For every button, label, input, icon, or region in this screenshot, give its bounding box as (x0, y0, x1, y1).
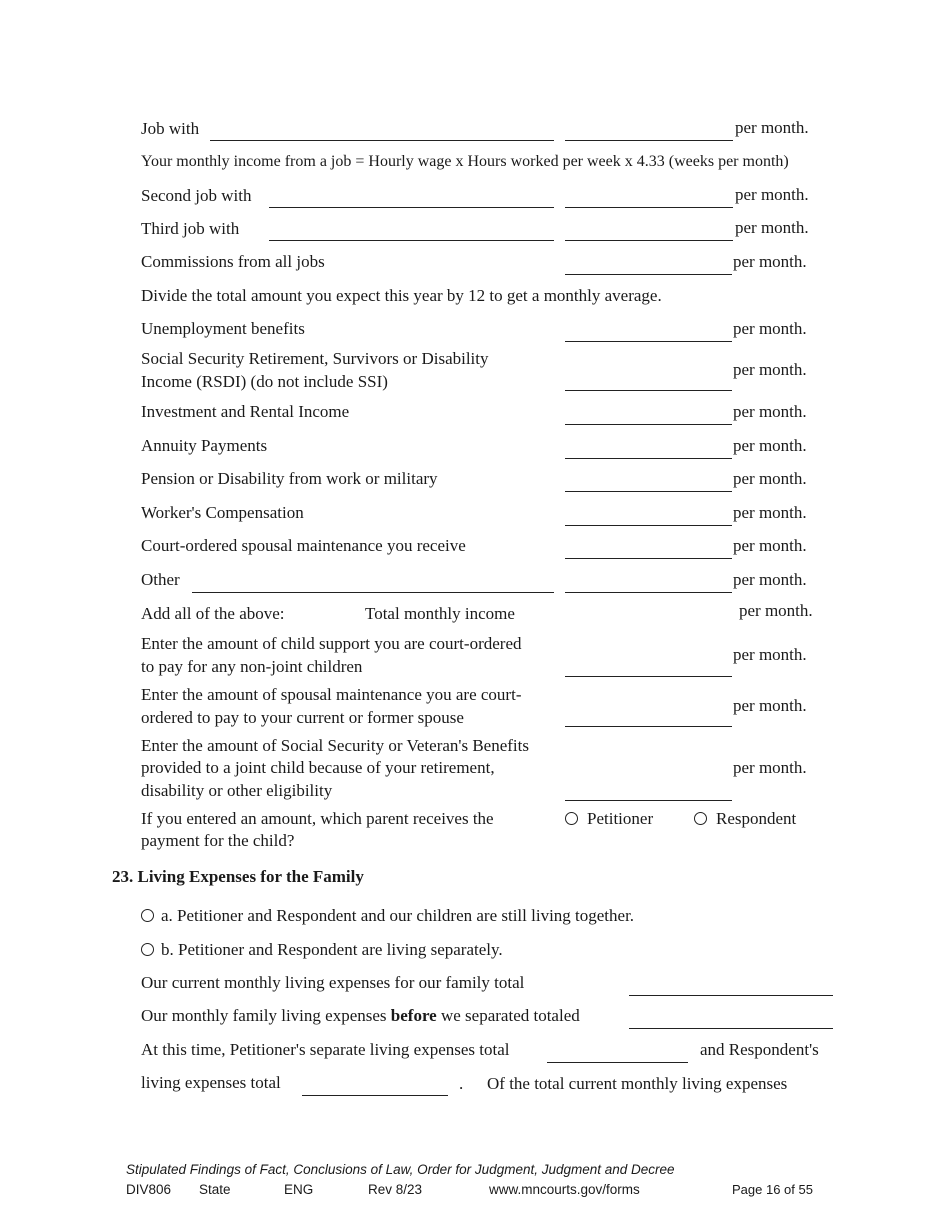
per-month-label: per month. (733, 469, 807, 488)
option-a-radio[interactable] (141, 909, 154, 922)
petitioner-radio[interactable] (565, 812, 578, 825)
which-parent-label-line2: payment for the child? (141, 831, 295, 850)
section-23-heading: 23. Living Expenses for the Family (112, 867, 364, 886)
per-month-label: per month. (733, 570, 807, 589)
period-mark: . (459, 1074, 464, 1093)
ss-vet-label-line3: disability or other eligibility (141, 781, 333, 800)
per-month-label: per month. (733, 402, 807, 421)
job-employer-field[interactable] (210, 140, 554, 141)
per-month-label: per month. (739, 601, 813, 620)
spousal-pay-label-line2: ordered to pay to your current or former spouse (141, 708, 464, 727)
pension-amount-field[interactable] (565, 491, 732, 492)
footer-form-id: DIV806 (126, 1182, 172, 1197)
investment-label: Investment and Rental Income (141, 402, 350, 421)
annuity-amount-field[interactable] (565, 458, 732, 459)
current-total-field[interactable] (629, 995, 833, 996)
child-support-label-line1: Enter the amount of child support you are court-ordered (141, 634, 522, 653)
option-b-label: b. Petitioner and Respondent are living separately. (161, 940, 503, 959)
second-job-amount-field[interactable] (565, 207, 733, 208)
ss-vet-label-line1: Enter the amount of Social Security or Veteran's Benefits (141, 736, 529, 755)
per-month-label: per month. (733, 536, 807, 555)
spousal-receive-amount-field[interactable] (565, 558, 732, 559)
divide-note: Divide the total amount you expect this year by 12 to get a monthly average. (141, 286, 662, 305)
spousal-pay-amount-field[interactable] (565, 726, 732, 727)
petitioner-radio-label: Petitioner (587, 809, 654, 828)
unemployment-amount-field[interactable] (565, 341, 732, 342)
child-support-amount-field[interactable] (565, 676, 732, 677)
per-month-label: per month. (733, 758, 807, 777)
per-month-label: per month. (735, 185, 809, 204)
ss-vet-label-line2: provided to a joint child because of your retirement, (141, 758, 495, 777)
option-a-label: a. Petitioner and Respondent and our children are still living together. (161, 906, 635, 925)
job-with-label: Job with (141, 119, 200, 138)
job-amount-field[interactable] (565, 140, 733, 141)
child-support-label-line2: to pay for any non-joint children (141, 657, 363, 676)
footer-lang: ENG (284, 1182, 314, 1197)
footer-url[interactable]: www.mncourts.gov/forms (489, 1182, 640, 1197)
second-job-label: Second job with (141, 186, 252, 205)
add-all-label: Add all of the above: (141, 604, 285, 623)
per-month-label: per month. (735, 118, 809, 137)
rsdi-label-line2: Income (RSDI) (do not include SSI) (141, 372, 388, 391)
respondent-radio-label: Respondent (716, 809, 797, 828)
petitioner-separate-label: At this time, Petitioner's separate living expenses total (141, 1040, 510, 1059)
per-month-label: per month. (733, 436, 807, 455)
footer-page-number: Page 16 of 55 (732, 1182, 813, 1197)
ss-vet-amount-field[interactable] (565, 800, 732, 801)
respondent-living-total-field[interactable] (302, 1095, 448, 1096)
living-total-label: living expenses total (141, 1073, 281, 1092)
per-month-label: per month. (735, 218, 809, 237)
footer-state: State (199, 1182, 231, 1197)
other-amount-field[interactable] (565, 592, 732, 593)
third-job-amount-field[interactable] (565, 240, 733, 241)
per-month-label: per month. (733, 252, 807, 271)
per-month-label: per month. (733, 319, 807, 338)
which-parent-label-line1: If you entered an amount, which parent receives the (141, 809, 494, 828)
per-month-label: per month. (733, 503, 807, 522)
per-month-label: per month. (733, 696, 807, 715)
commissions-amount-field[interactable] (565, 274, 732, 275)
unemployment-label: Unemployment benefits (141, 319, 305, 338)
footer-title: Stipulated Findings of Fact, Conclusions of Law, Order for Judgment, Judgment and Decree (126, 1162, 675, 1177)
per-month-label: per month. (733, 360, 807, 379)
investment-amount-field[interactable] (565, 424, 732, 425)
other-source-field[interactable] (192, 592, 554, 593)
third-job-label: Third job with (141, 219, 240, 238)
income-formula-note: Your monthly income from a job = Hourly wage x Hours worked per week x 4.33 (weeks per month) (141, 153, 789, 170)
per-month-label: per month. (733, 645, 807, 664)
option-b-radio[interactable] (141, 943, 154, 956)
before-separation-label: Our monthly family living expenses before we separated totaled (141, 1006, 580, 1025)
total-income-label: Total monthly income (365, 604, 515, 623)
footer-rev: Rev 8/23 (368, 1182, 423, 1197)
annuity-label: Annuity Payments (141, 436, 268, 455)
current-total-label: Our current monthly living expenses for our family total (141, 973, 525, 992)
rsdi-amount-field[interactable] (565, 390, 732, 391)
workers-comp-amount-field[interactable] (565, 525, 732, 526)
of-total-label: Of the total current monthly living expenses (487, 1074, 788, 1093)
and-respondent-label: and Respondent's (700, 1040, 819, 1059)
pension-label: Pension or Disability from work or military (141, 469, 438, 488)
workers-comp-label: Worker's Compensation (141, 503, 304, 522)
spousal-pay-label-line1: Enter the amount of spousal maintenance you are court- (141, 685, 522, 704)
other-label: Other (141, 570, 180, 589)
petitioner-separate-field[interactable] (547, 1062, 688, 1063)
third-job-employer-field[interactable] (269, 240, 554, 241)
respondent-radio[interactable] (694, 812, 707, 825)
commissions-label: Commissions from all jobs (141, 252, 325, 271)
second-job-employer-field[interactable] (269, 207, 554, 208)
rsdi-label-line1: Social Security Retirement, Survivors or Disability (141, 349, 489, 368)
spousal-receive-label: Court-ordered spousal maintenance you receive (141, 536, 466, 555)
before-separation-field[interactable] (629, 1028, 833, 1029)
